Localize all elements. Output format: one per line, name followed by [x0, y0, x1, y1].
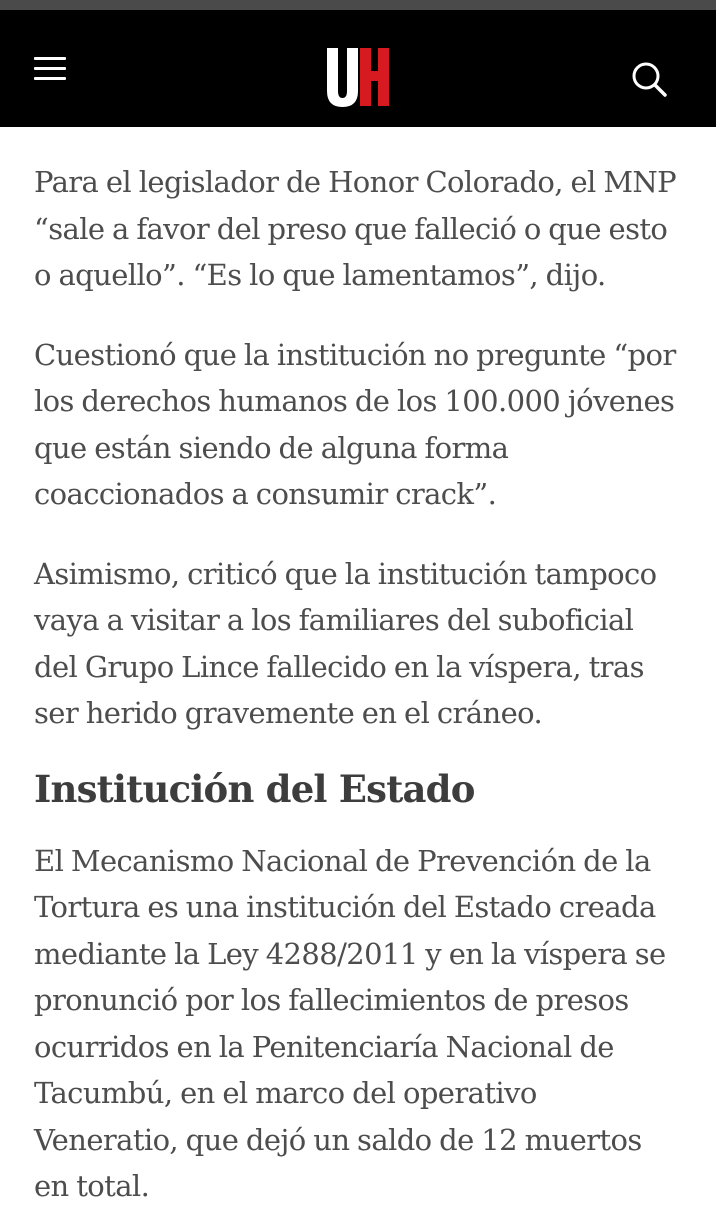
- section-heading: Institución del Estado: [34, 766, 475, 811]
- menu-icon-bar: [34, 77, 66, 80]
- menu-button[interactable]: [34, 57, 66, 81]
- uh-logo[interactable]: [327, 48, 391, 108]
- status-strip: [0, 0, 716, 10]
- menu-icon-bar: [34, 57, 66, 60]
- article-paragraph: Para el legislador de Honor Colorado, el MNP “sale a favor del preso que falleció o que esto o aquello”. “Es lo que lamentamos”, dijo.: [34, 165, 677, 292]
- logo-letter-u: [327, 48, 358, 107]
- article-paragraph: Cuestionó que la institución no pregunte “por los derechos humanos de los 100.000 jóvenes que están siendo de alguna forma coaccionados a consumir crack”.: [34, 337, 676, 511]
- site-header: [0, 10, 716, 127]
- article-body: [0, 127, 716, 1210]
- article-paragraph: Asimismo, criticó que la institución tampoco vaya a visitar a los familiares del suboficial del Grupo Lince fallecido en la víspera, tras ser herido gravemente en el cráneo.: [34, 556, 657, 730]
- logo-letter-h: [360, 48, 389, 106]
- search-icon[interactable]: [630, 60, 668, 98]
- menu-icon-bar: [34, 67, 66, 70]
- article-paragraph: El Mecanismo Nacional de Prevención de la Tortura es una institución del Estado creada mediante la Ley 4288/2011 y en la víspera se pronunció por los fallecimientos de presos ocurridos en la Penitenciaría Nacional de Tacumbú, en el marco del operativo Veneratio, que dejó un saldo de 12 muertos en total.: [34, 843, 666, 1203]
